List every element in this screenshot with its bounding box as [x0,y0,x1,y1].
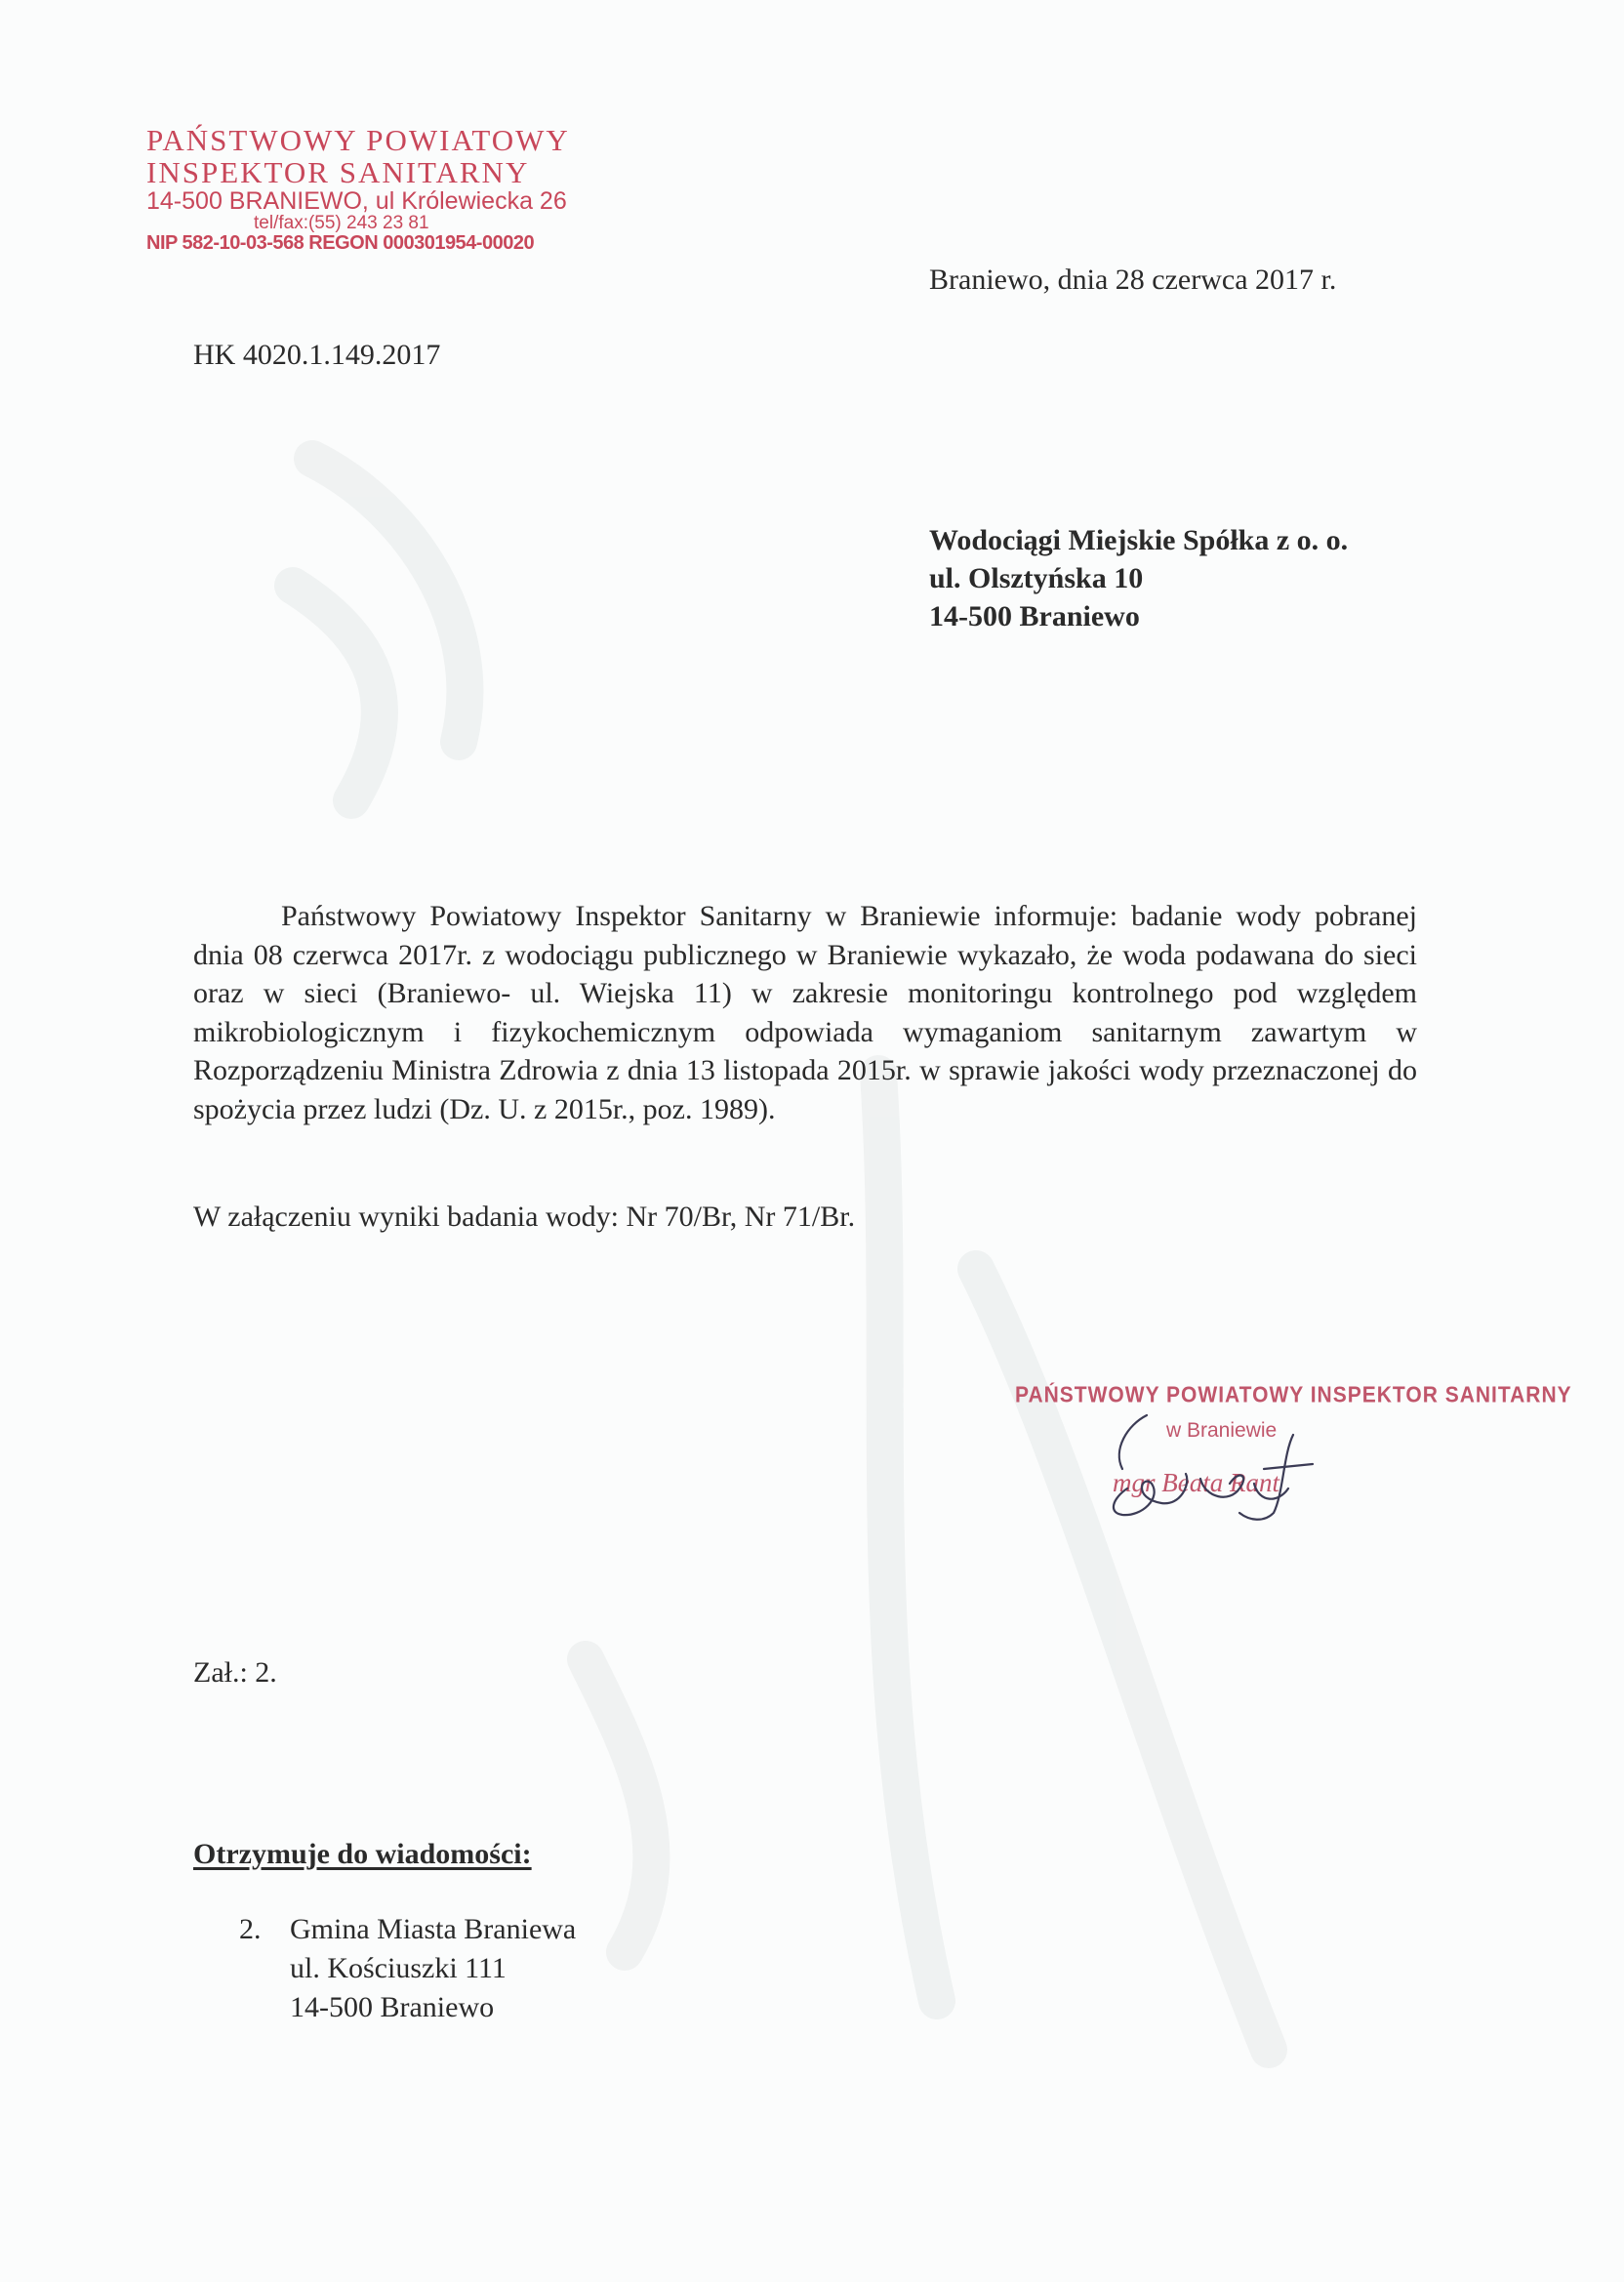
cc-heading: Otrzymuje do wiadomości: [193,1838,532,1870]
signature-stamp-title: PAŃSTWOWY POWIATOWY INSPEKTOR SANITARNY [1015,1382,1572,1408]
list-item [239,1910,576,2027]
cc-item-street: ul. Kościuszki 111 [290,1952,507,1984]
stamp-line-5: NIP 582-10-03-568 REGON 000301954-00020 [146,232,535,255]
attachment-note: W załączeniu wyniki badania wody: Nr 70/Br, Nr 71/Br. [193,1201,856,1233]
recipient-name: Wodociągi Miejskie Spółka z o. o. [929,524,1349,556]
recipient-street: ul. Olsztyńska 10 [929,562,1144,594]
signature-stamp-name: mgr Beata Rant [1113,1468,1279,1497]
signature-stamp-place: w Braniewie [1166,1419,1278,1442]
cc-item-name: Gmina Miasta Braniewa [290,1913,577,1945]
handwritten-signature [1093,1406,1327,1532]
cc-list [239,1910,576,2027]
stamp-line-3: 14-500 BRANIEWO, ul Królewiecka 26 [146,187,567,216]
letter-date: Braniewo, dnia 28 czerwca 2017 r. [929,264,1337,296]
inspector-stamp [146,125,570,254]
attachments-label: Zał.: 2. [193,1656,277,1689]
stamp-line-4: tel/fax:(55) 243 23 81 [254,213,429,234]
body-paragraph: Państwowy Powiatowy Inspektor Sanitarny w Braniewie informuje: badanie wody pobranej dnia 08 czerwca 2017r. z wodociągu publicznego w Braniewie wykazało, że woda podawana do sieci oraz w sieci (Braniewo- ul. Wiejska 11) w zakresie monitoringu kontrolnego pod względem mikrobiologicznym i fizykochemicznym odpowiada wymaganiom sanitarnym zawartym w Rozporządzeniu Ministra Zdrowia z dnia 13 listopada 2015r. w sprawie jakości wody przeznaczonej do spożycia przez ludzi (Dz. U. z 2015r., poz. 1989). [193,900,1417,1125]
recipient-address [929,521,1348,635]
reference-number: HK 4020.1.149.2017 [193,339,441,371]
cc-item-number: 2. [239,1913,262,1945]
cc-item-city: 14-500 Braniewo [290,1991,495,2023]
recipient-city: 14-500 Braniewo [929,600,1140,632]
stamp-line-2: INSPEKTOR SANITARNY [146,154,530,189]
stamp-line-1: PAŃSTWOWY POWIATOWY [146,123,570,157]
